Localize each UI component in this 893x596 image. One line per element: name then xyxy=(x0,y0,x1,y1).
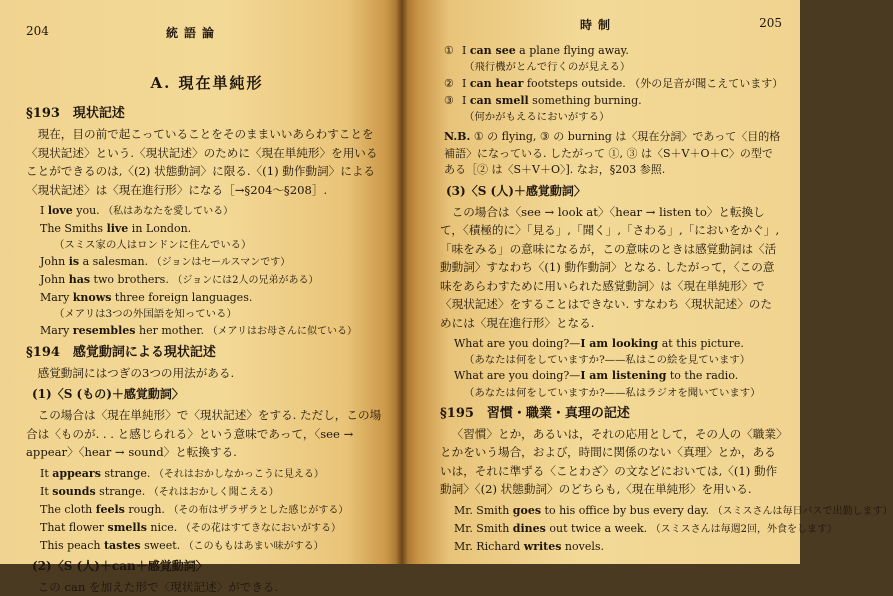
example-verb: resembles xyxy=(72,324,136,338)
example-verb: can see xyxy=(469,44,516,57)
example-number: ③ xyxy=(444,94,454,107)
section-193-paragraph: 現在，目の前で起こっていることをそのままいいあらわすことを〈現状記述〉という.〈現状記述〉のために〈現在単純形〉を用いることができるのは,〈(2) 状態動詞〉に限る.〈(1) 動作動詞〉による〈現状記述〉は〈現在進行形〉になる［→§204〜§208］. xyxy=(26,127,378,197)
example-gloss: （それはおかしなかっこうに見える） xyxy=(153,468,324,480)
nota-bene xyxy=(444,129,782,179)
example-text: I xyxy=(462,77,470,90)
example-verb: goes xyxy=(512,504,542,518)
example-sentence xyxy=(454,502,893,520)
example-gloss: （スミスさんは毎週2回，外食をします） xyxy=(650,524,838,536)
example-text: strange. xyxy=(100,466,151,480)
example-text: John xyxy=(40,273,69,287)
example-sentence xyxy=(40,289,388,306)
example-number: ② xyxy=(444,77,454,90)
example-verb: knows xyxy=(72,291,112,305)
example-text: her mother. xyxy=(135,324,204,338)
example-verb: tastes xyxy=(103,538,141,552)
example-verb: writes xyxy=(523,540,562,554)
example-text: Mr. Smith xyxy=(454,504,513,518)
dialog-gloss: （あなたは何をしていますか?——私はラジオを聞いています） xyxy=(464,386,761,399)
example-verb: smells xyxy=(107,520,147,534)
section-194-examples xyxy=(26,465,388,555)
example-text: sweet. xyxy=(140,538,181,552)
example-gloss: （その花はすてきなにおいがする） xyxy=(180,522,342,534)
example-text: rough. xyxy=(124,502,165,516)
page-number: 204 xyxy=(26,24,49,38)
example-gloss: （スミス家の人はロンドンに住んでいる） xyxy=(54,239,252,252)
example-text: I xyxy=(462,94,470,107)
example-gloss: （ジョンには2人の兄弟がある） xyxy=(172,275,319,287)
example-text: It xyxy=(40,466,53,480)
example-text: in London. xyxy=(128,222,192,236)
subsection-3-paragraph: この場合は〈see → look at〉〈hear → listen to〉と転換して，〈積極的に〉「見る」,「聞く」,「さわる」,「においをかぐ」,「味をみる」の意味になるが，この意味のときは感覚動詞は〈活動動詞〉すなわち〈(1) 動作動詞〉となる. したがって，〈この意味をあらわすために用いられた感覚動詞〉は〈現在単純形〉で〈現状記述〉をすることはできない. すなわち〈現状記述〉のためには〈現在進行形〉となる. xyxy=(440,204,780,331)
example-text: a salesman. xyxy=(79,255,149,269)
example-gloss: （スミスさんは毎日バスで出勤します） xyxy=(712,506,893,518)
section-194-intro: 感覚動詞にはつぎの3つの用法がある. xyxy=(37,366,235,381)
example-sentence xyxy=(40,483,388,501)
example-text: Mary xyxy=(40,291,73,305)
example-gloss: （このももはあまい味がする） xyxy=(183,540,324,552)
example-verb: dines xyxy=(512,522,546,536)
example-text: That flower xyxy=(40,520,108,534)
chapter-title: A. 現在単純形 xyxy=(150,74,264,92)
example-sentence xyxy=(40,202,388,220)
nb-label: N.B. xyxy=(444,130,471,143)
example-text: John xyxy=(40,255,69,269)
example-text: two brothers. xyxy=(90,273,169,287)
example-text: to his office by bus every day. xyxy=(541,504,710,518)
example-text: The cloth xyxy=(40,502,96,516)
example-gloss: （それはおかしく聞こえる） xyxy=(148,486,279,498)
left-page xyxy=(0,0,402,594)
section-195-title: §195 習慣・職業・真理の記述 xyxy=(440,405,630,421)
example-text: three foreign languages. xyxy=(111,291,253,305)
dialog-examples xyxy=(440,336,782,401)
example-gloss: （外の足音が聞こえています） xyxy=(629,77,784,90)
example-text: novels. xyxy=(561,540,605,554)
example-text: I xyxy=(462,44,470,57)
example-verb: live xyxy=(106,222,129,236)
example-verb: has xyxy=(68,273,91,287)
example-gloss: （メアリは3つの外国語を知っている） xyxy=(54,308,237,321)
example-text: you. xyxy=(72,204,100,218)
nb-text: ① の flying, ③ の burning は〈現在分詞〉であって〈目的格補語〉になっている. したがって ①, ③ は〈S＋V＋O＋C〉の型である［② は〈S＋V＋O〉]. なお，§203 参照. xyxy=(444,130,781,176)
example-text: out twice a week. xyxy=(545,522,648,536)
example-gloss: （飛行機がとんで行くのが見える） xyxy=(464,61,631,73)
dialog-line xyxy=(454,336,782,353)
example-sentence xyxy=(40,271,388,289)
right-page-header xyxy=(440,16,782,36)
example-text: This peach xyxy=(40,538,104,552)
dialog-answer-verb: I am looking xyxy=(580,336,659,350)
section-194-title: §194 感覚動詞による現状記述 xyxy=(26,345,216,361)
example-verb: can hear xyxy=(469,77,524,90)
example-verb: appears xyxy=(52,466,101,480)
dialog-answer-verb: I am listening xyxy=(580,369,667,383)
dialog-question: What are you doing?— xyxy=(454,336,581,350)
example-sentence xyxy=(40,519,388,537)
example-text: It xyxy=(40,484,53,498)
example-sentence xyxy=(40,253,388,271)
subsection-3-heading: (3)〈S (人)＋感覚動詞〉 xyxy=(446,183,586,198)
example-text: nice. xyxy=(146,520,178,534)
example-gloss: （その布はザラザラとした感じがする） xyxy=(168,504,349,516)
subsection-1-heading: (1)〈S (もの)＋感覚動詞〉 xyxy=(32,386,184,401)
numbered-example xyxy=(444,92,782,109)
dialog-answer-rest: at this picture. xyxy=(658,336,744,350)
example-text: I xyxy=(40,204,48,218)
dialog-question: What are you doing?— xyxy=(454,369,581,383)
example-sentence xyxy=(454,520,838,538)
running-title: 時制 xyxy=(580,18,617,32)
example-verb: is xyxy=(68,255,80,269)
book-gutter xyxy=(396,0,408,564)
example-verb: can smell xyxy=(469,94,529,107)
example-sentence xyxy=(454,538,782,555)
example-verb: sounds xyxy=(52,484,96,498)
numbered-examples xyxy=(440,42,782,125)
dialog-gloss: （あなたは何をしていますか?——私はこの絵を見ています） xyxy=(464,354,751,367)
section-195-examples xyxy=(440,502,893,555)
dialog-line xyxy=(454,368,782,385)
example-sentence xyxy=(40,322,388,340)
example-gloss: （ジョンはセールスマンです） xyxy=(151,257,291,269)
example-text: strange. xyxy=(95,484,146,498)
example-sentence xyxy=(40,537,388,555)
page-number: 205 xyxy=(759,16,782,30)
subsection-1-paragraph: この場合は〈現在単純形〉で〈現状記述〉をする. ただし，この場合は〈ものが. . . と感じられる〉という意味であって，〈see → appear〉〈hear → sound〉と転換する. xyxy=(26,407,382,460)
numbered-example xyxy=(444,42,782,59)
section-193-examples xyxy=(26,202,388,340)
running-title: 統語論 xyxy=(166,26,221,40)
subsection-2-heading: (2)〈S (人)＋can＋感覚動詞〉 xyxy=(32,558,208,573)
example-number: ① xyxy=(444,44,454,57)
example-gloss: （私はあなたを愛している） xyxy=(103,206,234,218)
example-text: The Smiths xyxy=(40,222,107,236)
section-195-paragraph: 〈習慣〉とか，あるいは，それの応用として，その人の〈職業〉とかをいう場合，および，時間に関係のない〈真理〉とか，あるいは，それに準ずる〈ことわざ〉の文などにおいては,〈(1) 動作動詞〉〈(2) 状態動詞〉のどちらも,〈現在単純形〉を用いる. xyxy=(440,426,782,497)
example-sentence xyxy=(40,220,388,237)
example-text: Mr. Richard xyxy=(454,540,524,554)
example-text: Mary xyxy=(40,324,73,338)
numbered-example xyxy=(444,75,782,92)
example-text: footsteps outside. xyxy=(523,77,626,90)
example-text: something burning. xyxy=(528,94,642,107)
example-gloss: （メアリはお母さんに似ている） xyxy=(207,326,358,338)
example-text: Mr. Smith xyxy=(454,522,513,536)
example-verb: love xyxy=(47,204,73,218)
dialog-answer-rest: to the radio. xyxy=(666,369,739,383)
example-sentence xyxy=(40,501,388,519)
example-text: a plane flying away. xyxy=(515,44,629,57)
right-page xyxy=(402,0,893,564)
example-verb: feels xyxy=(95,502,125,516)
example-gloss: （何かがもえるにおいがする） xyxy=(464,111,610,123)
subsection-2-paragraph: この can を加えた形で〈現状記述〉ができる. xyxy=(37,579,279,594)
left-page-header xyxy=(26,24,388,44)
section-193-title: §193 現状記述 xyxy=(26,106,125,121)
example-sentence xyxy=(40,465,388,483)
